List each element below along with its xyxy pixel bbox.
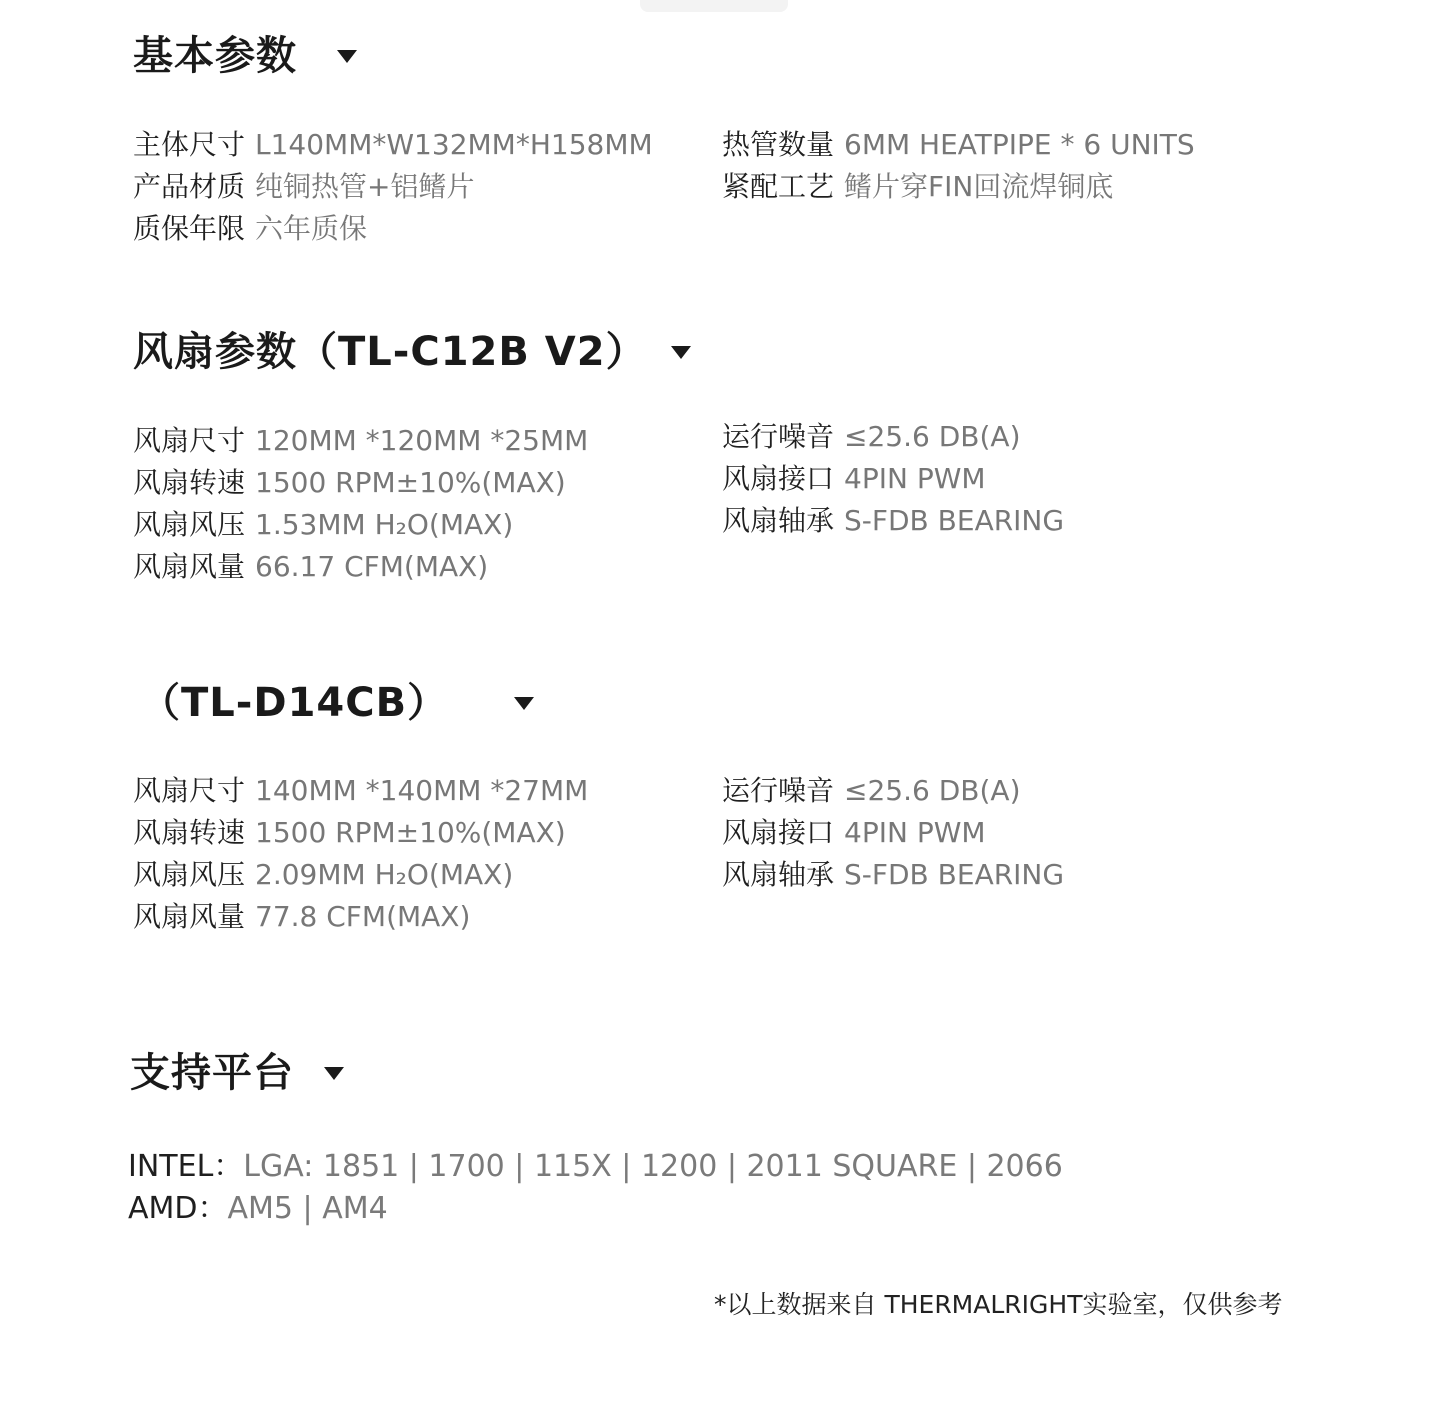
spec-value: 纯铜热管+铝鳍片: [255, 170, 475, 203]
spec-row: [722, 770, 1064, 812]
spec-row: [133, 208, 653, 250]
spec-value: L140MM*W132MM*H158MM: [255, 128, 653, 161]
spec-label: 风扇尺寸: [133, 774, 246, 807]
spec-value: S-FDB BEARING: [844, 504, 1065, 537]
section-title-platform: 支持平台: [130, 1050, 294, 1096]
spec-row: [133, 462, 588, 504]
spec-row: [133, 124, 653, 166]
spec-value: 4PIN PWM: [844, 462, 986, 495]
spec-row: [133, 546, 588, 588]
spec-value: 1.53MM H₂O(MAX): [255, 508, 514, 541]
platform-amd-row: [128, 1183, 388, 1227]
footnote: *以上数据来自 THERMALRIGHT实验室，仅供参考: [714, 1290, 1283, 1319]
spec-row: [722, 854, 1064, 896]
spec-row: [722, 166, 1195, 208]
spec-label: 质保年限: [133, 212, 246, 245]
section-header-platform[interactable]: [130, 1050, 344, 1096]
spec-value: 2.09MM H₂O(MAX): [255, 858, 514, 891]
platform-amd-value: AM5 | AM4: [227, 1191, 388, 1226]
spec-label: 风扇风压: [133, 858, 246, 891]
section-header-basic[interactable]: [133, 33, 357, 79]
spec-value: 6MM HEATPIPE * 6 UNITS: [844, 128, 1195, 161]
spec-value: 鳍片穿FIN回流焊铜底: [844, 170, 1114, 203]
spec-label: 风扇风量: [133, 550, 246, 583]
spec-label: 主体尺寸: [133, 128, 246, 161]
spec-row: [133, 812, 588, 854]
spec-row: [133, 504, 588, 546]
spec-label: 运行噪音: [722, 774, 835, 807]
section-title-fan2: （TL-D14CB）: [140, 680, 449, 726]
section-title-fan1: 风扇参数（TL-C12B V2）: [133, 329, 647, 375]
spec-row: [722, 500, 1064, 542]
spec-label: 风扇转速: [133, 816, 246, 849]
section-header-fan1[interactable]: [133, 329, 691, 375]
spec-row: [133, 896, 588, 938]
top-tab-indicator: [640, 0, 788, 12]
caret-down-icon[interactable]: [671, 346, 691, 359]
spec-row: [133, 854, 588, 896]
spec-value: 66.17 CFM(MAX): [255, 550, 489, 583]
basic-specs-right: [722, 124, 1195, 208]
spec-row: [133, 420, 588, 462]
spec-value: 1500 RPM±10%(MAX): [255, 816, 566, 849]
platform-intel-row: [128, 1141, 1063, 1185]
caret-down-icon[interactable]: [337, 50, 357, 63]
spec-label: 风扇接口: [722, 462, 835, 495]
spec-label: 产品材质: [133, 170, 246, 203]
spec-label: 风扇风量: [133, 900, 246, 933]
spec-label: 风扇接口: [722, 816, 835, 849]
spec-row: [722, 458, 1064, 500]
spec-value: ≤25.6 DB(A): [844, 774, 1021, 807]
spec-label: 风扇风压: [133, 508, 246, 541]
caret-down-icon[interactable]: [514, 697, 534, 710]
spec-label: 风扇轴承: [722, 504, 835, 537]
spec-row: [722, 812, 1064, 854]
spec-label: 热管数量: [722, 128, 835, 161]
spec-label: 运行噪音: [722, 420, 835, 453]
spec-value: 120MM *120MM *25MM: [255, 424, 589, 457]
platform-amd-label: AMD：: [128, 1191, 228, 1226]
caret-down-icon[interactable]: [324, 1067, 344, 1080]
spec-label: 风扇轴承: [722, 858, 835, 891]
spec-label: 紧配工艺: [722, 170, 835, 203]
spec-value: 4PIN PWM: [844, 816, 986, 849]
basic-specs-left: [133, 124, 653, 250]
spec-value: 六年质保: [255, 212, 368, 245]
platform-intel-value: LGA: 1851 | 1700 | 115X | 1200 | 2011 SQUARE | 2066: [243, 1149, 1063, 1184]
spec-value: S-FDB BEARING: [844, 858, 1065, 891]
section-title-basic: 基本参数: [133, 33, 297, 79]
fan2-specs-left: [133, 770, 588, 938]
spec-value: ≤25.6 DB(A): [844, 420, 1021, 453]
spec-row: [133, 770, 588, 812]
spec-row: [133, 166, 653, 208]
spec-label: 风扇转速: [133, 466, 246, 499]
spec-row: [722, 416, 1064, 458]
spec-value: 77.8 CFM(MAX): [255, 900, 471, 933]
platform-intel-label: INTEL：: [128, 1149, 244, 1184]
spec-label: 风扇尺寸: [133, 424, 246, 457]
spec-value: 140MM *140MM *27MM: [255, 774, 589, 807]
fan1-specs-left: [133, 420, 588, 588]
spec-value: 1500 RPM±10%(MAX): [255, 466, 566, 499]
fan1-specs-right: [722, 416, 1064, 542]
fan2-specs-right: [722, 770, 1064, 896]
spec-row: [722, 124, 1195, 166]
section-header-fan2[interactable]: [140, 680, 534, 726]
